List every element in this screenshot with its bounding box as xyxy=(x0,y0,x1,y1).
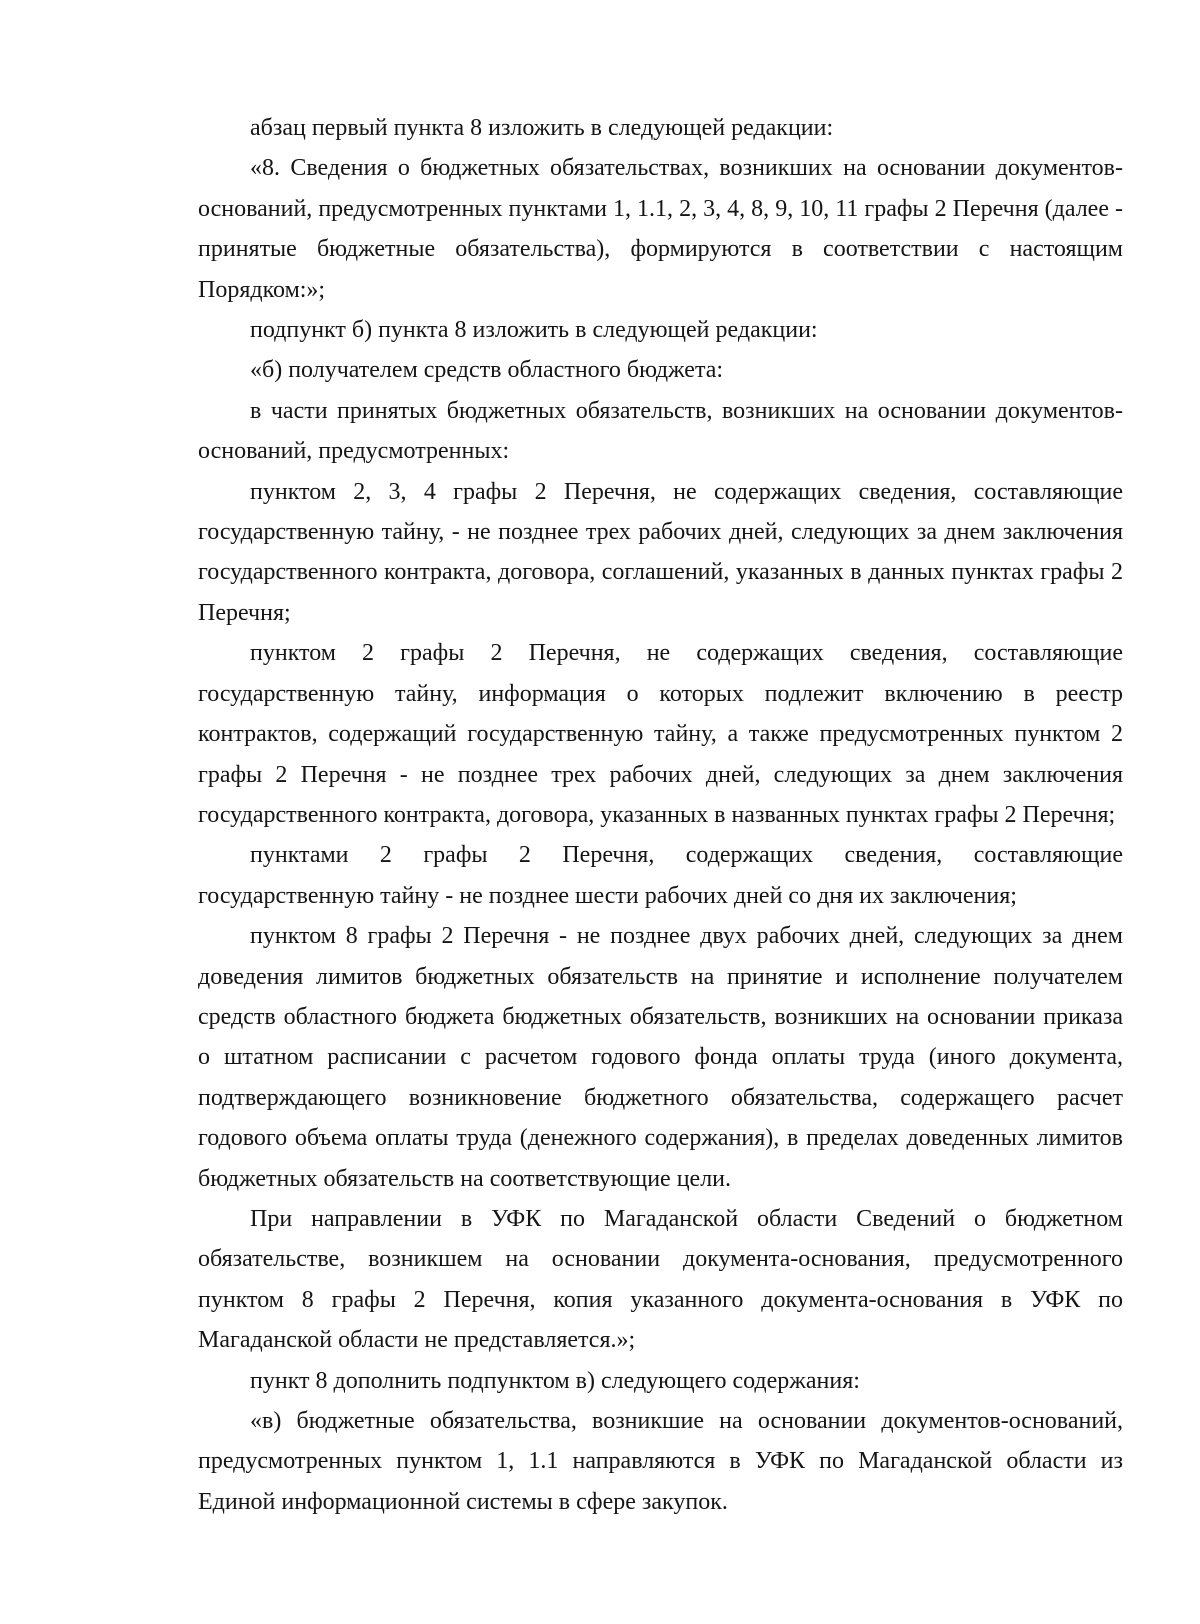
paragraph-4: «б) получателем средств областного бюджета: xyxy=(250,357,724,384)
paragraph-2: «8. Сведения о бюджетных обязательствах, возникших на основании документов-оснований, предусмотренных пунктами 1, 1.1, 2, 3, 4, 8, 9, 10, 11 графы 2 Перечня (далее - принятые бюджетные обязательства), формируются в соответствии с настоящим Порядком:»; xyxy=(198,155,1123,303)
paragraph-7: пунктом 2 графы 2 Перечня, не содержащих сведения, составляющие государственную тайну, информация о которых подлежит включению в реестр контрактов, содержащий государственную тайну, а также предусмотренных пунктом 2 графы 2 Перечня - не позднее трех рабочих дней, следующих за днем заключения государственного контракта, договора, указанных в названных пунктах графы 2 Перечня; xyxy=(198,640,1123,828)
document-body xyxy=(198,108,1123,1522)
paragraph-8: пунктами 2 графы 2 Перечня, содержащих сведения, составляющие государственную тайну - не позднее шести рабочих дней со дня их заключения; xyxy=(198,842,1123,909)
paragraph-11: пункт 8 дополнить подпунктом в) следующего содержания: xyxy=(250,1367,860,1394)
paragraph-9: пунктом 8 графы 2 Перечня - не позднее двух рабочих дней, следующих за днем доведения лимитов бюджетных обязательств на принятие и исполнение получателем средств областного бюджета бюджетных обязательств, возникших на основании приказа о штатном расписании с расчетом годового фонда оплаты труда (иного документа, подтверждающего возникновение бюджетного обязательства, содержащего расчет годового объема оплаты труда (денежного содержания), в пределах доведенных лимитов бюджетных обязательств на соответствующие цели. xyxy=(198,923,1123,1192)
paragraph-5: в части принятых бюджетных обязательств, возникших на основании документов-оснований, предусмотренных: xyxy=(198,397,1123,465)
paragraph-12: «в) бюджетные обязательства, возникшие на основании документов-оснований, предусмотренных пунктом 1, 1.1 направляются в УФК по Магаданской области из Единой информационной системы в сфере закупок. xyxy=(198,1408,1123,1515)
paragraph-1: абзац первый пункта 8 изложить в следующей редакции: xyxy=(250,115,834,141)
paragraph-10: При направлении в УФК по Магаданской области Сведений о бюджетном обязательстве, возникшем на основании документа-основания, предусмотренного пунктом 8 графы 2 Перечня, копия указанного документа-основания в УФК по Магаданской области не представляется.»; xyxy=(198,1205,1123,1354)
paragraph-3: подпункт б) пункта 8 изложить в следующей редакции: xyxy=(250,317,818,344)
paragraph-6: пунктом 2, 3, 4 графы 2 Перечня, не содержащих сведения, составляющие государственную тайну, - не позднее трех рабочих дней, следующих за днем заключения государственного контракта, договора, соглашений, указанных в данных пунктах графы 2 Перечня; xyxy=(198,478,1123,626)
